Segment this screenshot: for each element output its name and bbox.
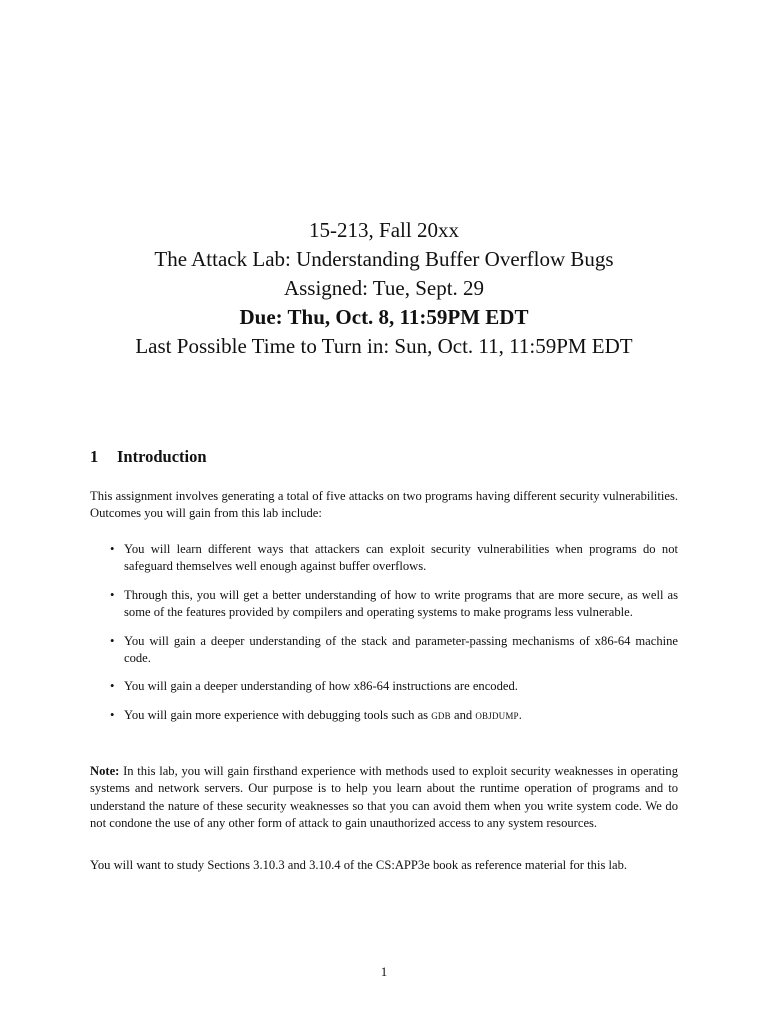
list-item-text: You will gain a deeper understanding of the stack and parameter-passing mechanisms of x86-64 machine code.	[124, 633, 678, 666]
due-date: Due: Thu, Oct. 8, 11:59PM EDT	[239, 305, 529, 329]
study-paragraph: You will want to study Sections 3.10.3 and 3.10.4 of the CS:APP3e book as reference material for this lab.	[90, 858, 628, 872]
bullet-icon: •	[110, 542, 115, 556]
tools-conjunction: and	[454, 707, 473, 722]
intro-paragraph: This assignment involves generating a total of five attacks on two programs having different security vulnerabilities. Outcomes you will gain from this lab include:	[90, 489, 678, 521]
section-title: Introduction	[117, 447, 207, 466]
bullet-icon: •	[110, 587, 115, 602]
note-text: In this lab, you will gain firsthand experience with methods used to exploit security weaknesses in operating systems and network servers. Our purpose is to help you learn about the runtime operation of programs and to understand the nature of these security weaknesses so that you can avoid them when you write system code. We do not condone the use of any other form of attack to gain unauthorized access to any system resources.	[90, 764, 679, 831]
list-item	[90, 587, 678, 622]
list-item-text: You will gain a deeper understanding of how x86-64 instructions are encoded.	[124, 679, 518, 694]
section-number: 1	[90, 447, 99, 466]
gdb-tool-name: gdb	[431, 707, 451, 722]
list-item-text: Through this, you will get a better understanding of how to write programs that are more secure, as well as some of the features provided by compilers and operating systems to make programs less vulnerable.	[124, 587, 678, 620]
note-label: Note:	[90, 764, 120, 778]
list-item-text	[124, 708, 522, 722]
page-number: 1	[380, 964, 388, 979]
list-item	[90, 707, 678, 724]
bullet-icon: •	[110, 679, 115, 694]
list-item	[90, 541, 678, 576]
course-title: 15-213, Fall 20xx	[309, 218, 459, 242]
bullet-icon: •	[110, 633, 115, 648]
section-heading	[90, 446, 207, 468]
list-item	[90, 678, 678, 695]
title-block	[0, 216, 768, 361]
note-paragraph	[90, 763, 678, 833]
tools-suffix: .	[518, 707, 522, 722]
tools-prefix: You will gain more experience with debugging tools such as	[124, 707, 429, 722]
outcomes-list	[90, 541, 678, 735]
objdump-tool-name: objdump	[475, 707, 519, 722]
list-item-text: You will learn different ways that attackers can exploit security vulnerabilities when programs do not safeguard themselves well enough against buffer overflows.	[124, 542, 678, 574]
assigned-date: Assigned: Tue, Sept. 29	[283, 276, 485, 300]
bullet-icon: •	[110, 707, 115, 722]
lab-title: The Attack Lab: Understanding Buffer Overflow Bugs	[154, 247, 614, 271]
list-item	[90, 633, 678, 668]
last-possible-time: Last Possible Time to Turn in: Sun, Oct. 11, 11:59PM EDT	[135, 334, 633, 358]
